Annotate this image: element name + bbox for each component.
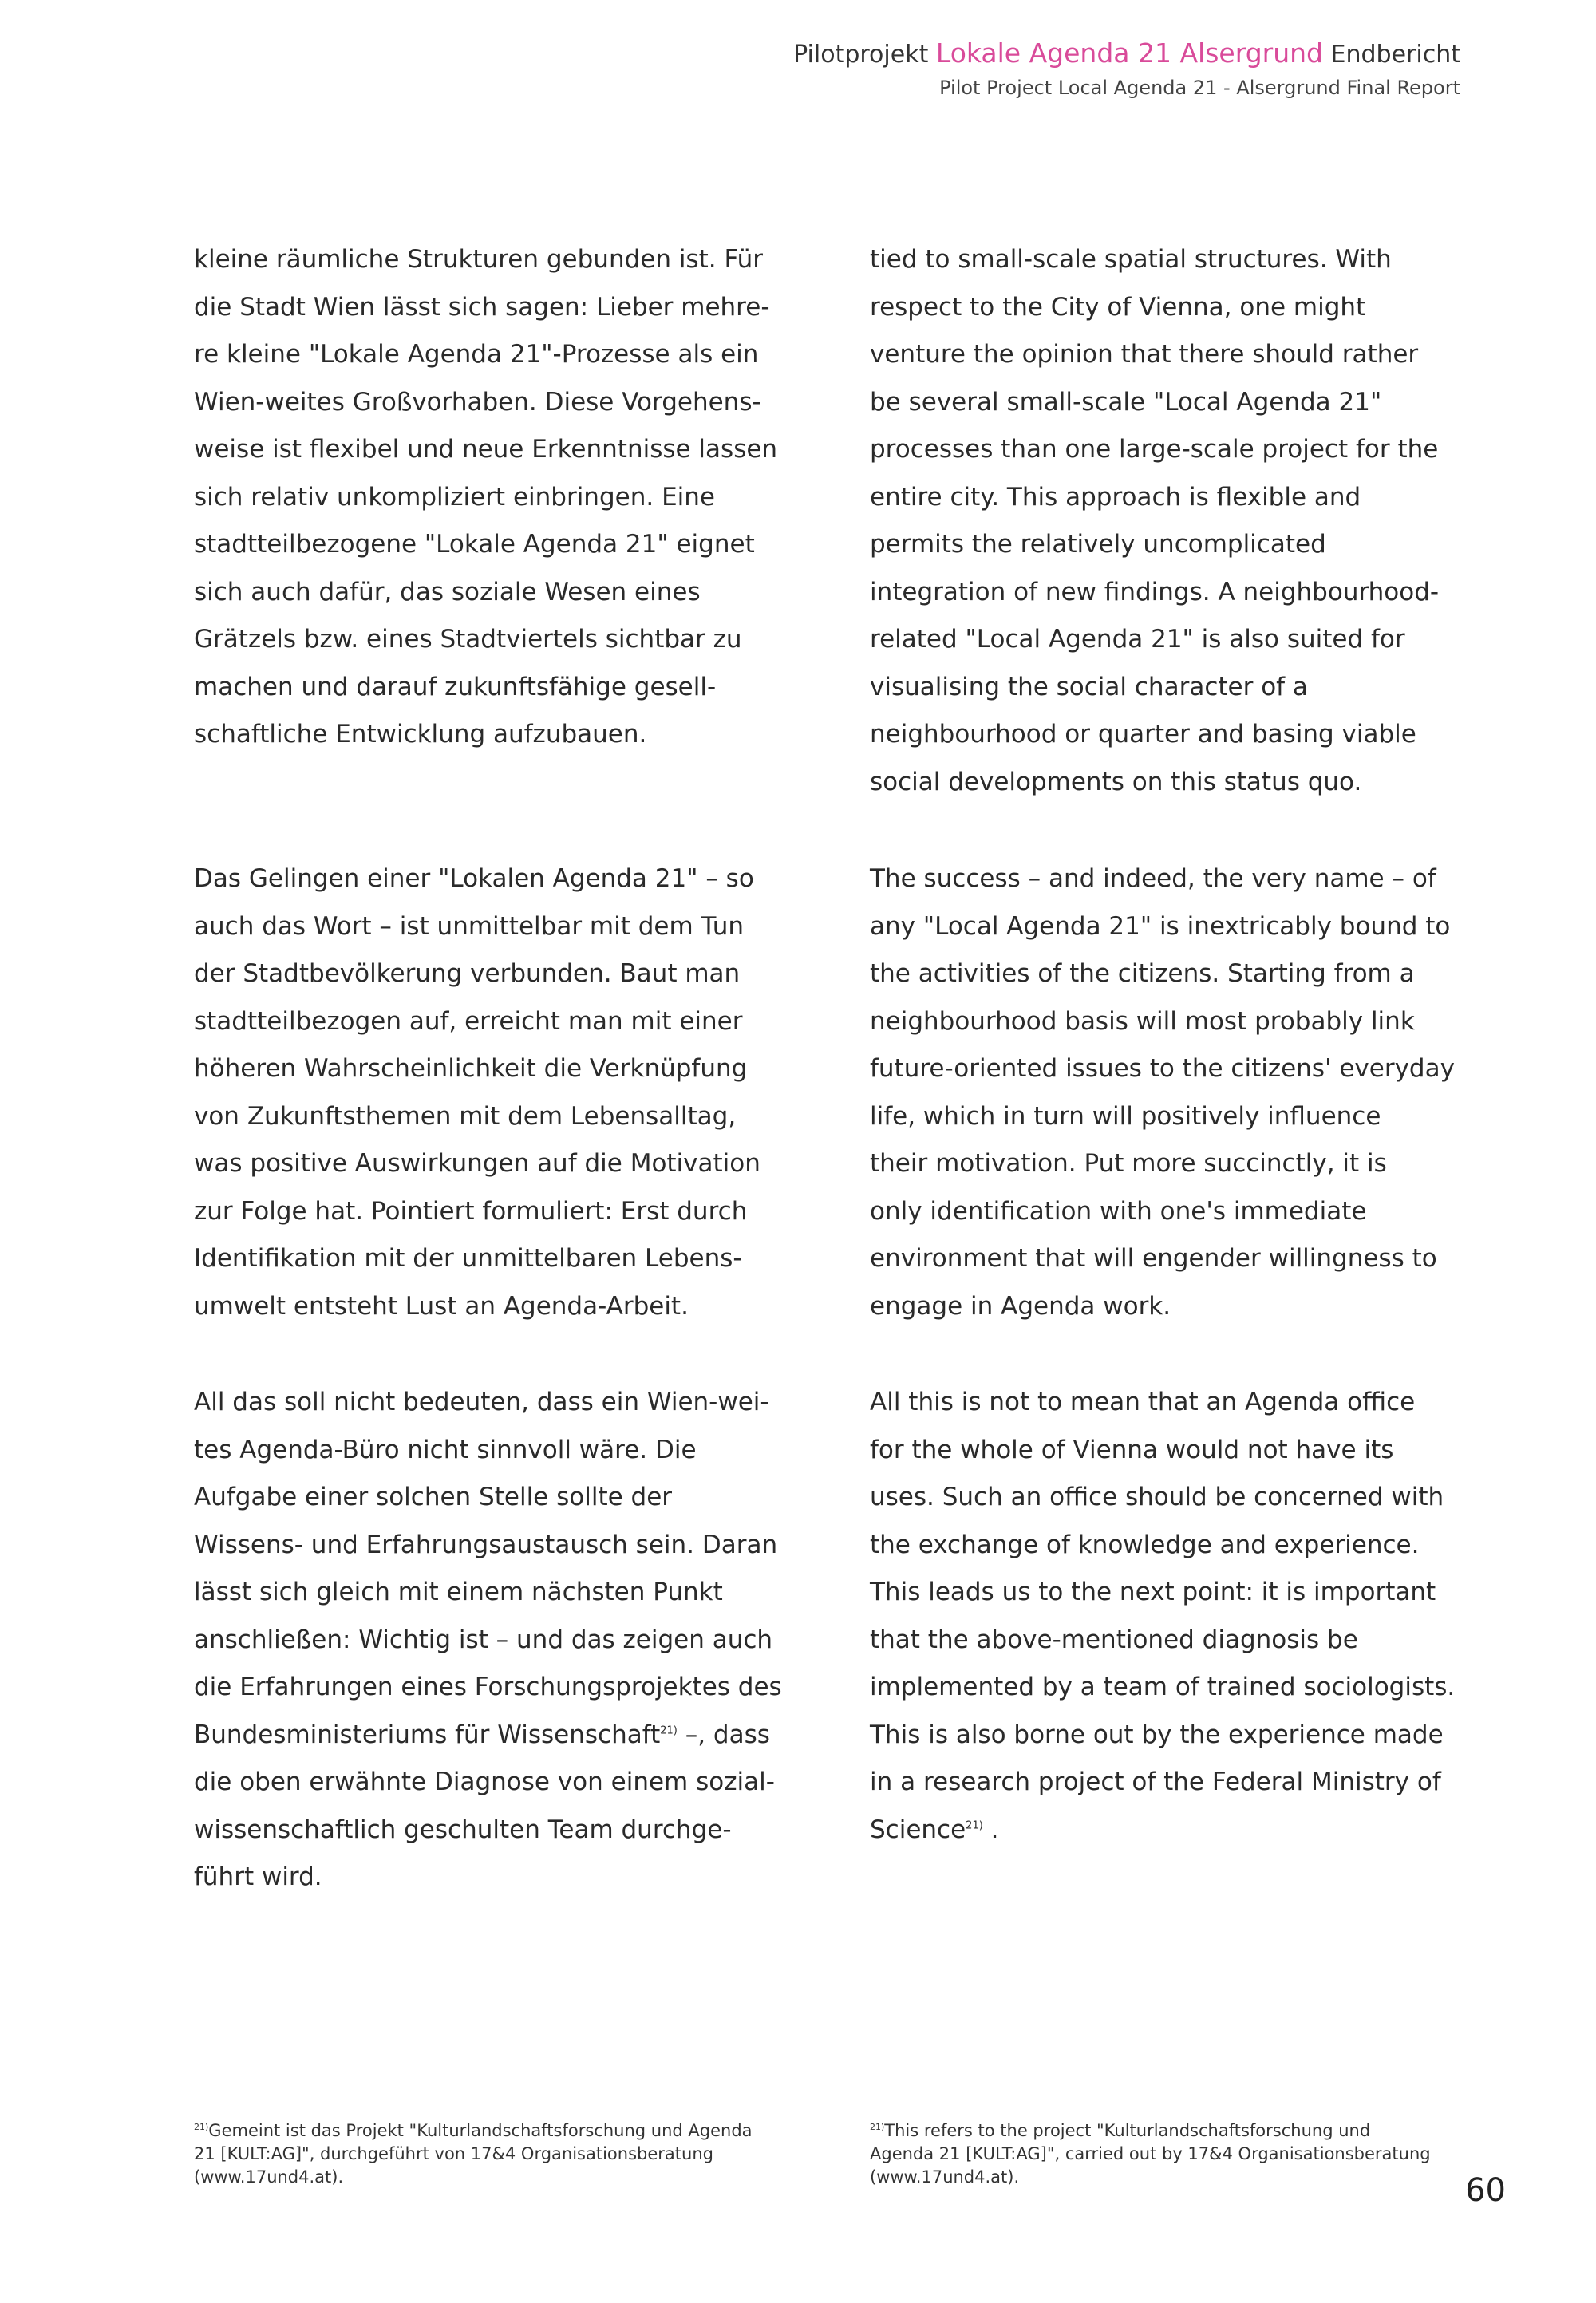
text-line: sich relativ unkompliziert einbringen. Eine	[194, 482, 715, 512]
text-line: All this is not to mean that an Agenda office	[870, 1388, 1416, 1416]
text-line: permits the relatively uncomplicated	[870, 530, 1326, 559]
german-paragraph-3	[194, 1379, 800, 1902]
text-line: venture the opinion that there should rather	[870, 340, 1419, 369]
text-line: tes Agenda-Büro nicht sinnvoll wäre. Die	[194, 1435, 697, 1464]
text-line: environment that will engender willingness to	[870, 1244, 1437, 1273]
german-paragraph-1	[194, 236, 800, 759]
running-header	[793, 35, 1460, 102]
text-line: integration of new findings. A neighbourhood-	[870, 577, 1440, 606]
text-line: kleine räumliche Strukturen gebunden ist. Für	[194, 245, 763, 274]
text-line: related "Local Agenda 21" is also suited for	[870, 625, 1405, 654]
text-line: in a research project of the Federal Ministry of	[870, 1768, 1441, 1796]
text-line: Das Gelingen einer "Lokalen Agenda 21" – so	[194, 864, 754, 893]
english-footnote	[870, 2119, 1476, 2189]
text-line: The success – and indeed, the very name – of	[870, 864, 1436, 893]
german-ref-line: Bundesministeriums für Wissenschaft$^{21)}$ –, dass	[194, 1720, 770, 1749]
text-line: the activities of the citizens. Starting from a	[870, 959, 1415, 988]
text-line: Gemeint ist das Projekt "Kulturlandschaftsforschung und Agenda	[208, 2121, 753, 2140]
text-line: wissenschaftlich geschulten Team durchge-	[194, 1815, 732, 1844]
text-line: Agenda 21 [KULT:AG]", carried out by 17&4 Organisationsberatung	[870, 2144, 1431, 2163]
text-line: schaftliche Entwicklung aufzubauen.	[194, 720, 647, 749]
text-line: die oben erwähnte Diagnose von einem sozial-	[194, 1768, 775, 1796]
text-line: Identifikation mit der unmittelbaren Lebens-	[194, 1244, 742, 1273]
text-line: engage in Agenda work.	[870, 1291, 1171, 1321]
english-paragraph-2	[870, 855, 1476, 1330]
text-line: future-oriented issues to the citizens' everyday	[870, 1054, 1455, 1083]
text-line: führt wird.	[194, 1863, 322, 1891]
text-line: (www.17und4.at).	[870, 2167, 1020, 2186]
german-paragraph-2	[194, 855, 800, 1330]
text-line: This refers to the project "Kulturlandschaftsforschung und	[884, 2121, 1371, 2140]
english-paragraph-3	[870, 1379, 1476, 1854]
text-line: stadtteilbezogene "Lokale Agenda 21" eignet	[194, 530, 755, 559]
text-line: machen und darauf zukunftsfähige gesell-	[194, 672, 717, 701]
page-number: 60	[1465, 2172, 1506, 2209]
text-line: visualising the social character of a	[870, 672, 1308, 701]
text-line: This leads us to the next point: it is important	[870, 1578, 1436, 1606]
text-line: sich auch dafür, das soziale Wesen eines	[194, 577, 701, 606]
text-line: auch das Wort – ist unmittelbar mit dem Tun	[194, 911, 745, 941]
text-line: höheren Wahrscheinlichkeit die Verknüpfung	[194, 1054, 748, 1083]
text-line: (www.17und4.at).	[194, 2167, 344, 2186]
text-line: 21 [KULT:AG]", durchgeführt von 17&4 Organisationsberatung	[194, 2144, 713, 2163]
text-line: zur Folge hat. Pointiert formuliert: Erst durch	[194, 1196, 748, 1226]
text-line: processes than one large-scale project for the	[870, 435, 1439, 464]
footnote-marker: 21)	[660, 1724, 678, 1737]
text-line: their motivation. Put more succinctly, it is	[870, 1149, 1387, 1178]
text-line: von Zukunftsthemen mit dem Lebensalltag,	[194, 1101, 737, 1131]
text-line: the exchange of knowledge and experience.	[870, 1530, 1420, 1559]
text-line: only identification with one's immediate	[870, 1196, 1367, 1226]
text-line: lässt sich gleich mit einem nächsten Punkt	[194, 1578, 723, 1606]
text-line: Aufgabe einer solchen Stelle sollte der	[194, 1483, 673, 1511]
footnote-marker: 21)	[194, 2122, 209, 2132]
text-line: re kleine "Lokale Agenda 21"-Prozesse als ein	[194, 340, 759, 369]
text-line: neighbourhood basis will most probably link	[870, 1006, 1415, 1036]
text-line: Wissens- und Erfahrungsaustausch sein. Daran	[194, 1530, 778, 1559]
text-line: entire city. This approach is flexible and	[870, 482, 1361, 512]
text-line: Wien-weites Großvorhaben. Diese Vorgehens-	[194, 387, 761, 417]
text-line: All das soll nicht bedeuten, dass ein Wien-wei-	[194, 1388, 769, 1416]
text-line: anschließen: Wichtig ist – und das zeigen auch	[194, 1625, 773, 1654]
text-line: respect to the City of Vienna, one might	[870, 292, 1366, 322]
header-title-line	[793, 35, 1460, 73]
text-line: that the above-mentioned diagnosis be	[870, 1625, 1358, 1654]
english-paragraph-1	[870, 236, 1476, 806]
text-line: umwelt entsteht Lust an Agenda-Arbeit.	[194, 1291, 689, 1321]
header-report-label: Endbericht	[1330, 41, 1460, 69]
text-line: stadtteilbezogen auf, erreicht man mit einer	[194, 1006, 743, 1036]
footnote-marker: 21)	[966, 1819, 983, 1832]
text-line: uses. Such an office should be concerned with	[870, 1483, 1444, 1511]
text-line: tied to small-scale spatial structures. With	[870, 245, 1392, 274]
german-footnote	[194, 2119, 800, 2189]
text-line: Grätzels bzw. eines Stadtviertels sichtbar zu	[194, 625, 742, 654]
text-line: for the whole of Vienna would not have its	[870, 1435, 1394, 1464]
header-project-label: Pilotprojekt	[793, 41, 929, 69]
text-line: neighbourhood or quarter and basing viable	[870, 720, 1416, 749]
text-line: This is also borne out by the experience made	[870, 1720, 1444, 1749]
text-line: die Erfahrungen eines Forschungsprojektes des	[194, 1673, 782, 1701]
text-line: implemented by a team of trained sociologists.	[870, 1673, 1456, 1701]
text-line: social developments on this status quo.	[870, 767, 1362, 796]
footnote-marker: 21)	[870, 2122, 885, 2132]
text-line: life, which in turn will positively influence	[870, 1101, 1381, 1131]
text-line: any "Local Agenda 21" is inextricably bound to	[870, 911, 1451, 941]
header-project-name: Lokale Agenda 21 Alsergrund	[935, 38, 1323, 69]
text-line: die Stadt Wien lässt sich sagen: Lieber mehre-	[194, 292, 770, 322]
text-line: der Stadtbevölkerung verbunden. Baut man	[194, 959, 741, 988]
text-line: weise ist flexibel und neue Erkenntnisse lassen	[194, 435, 778, 464]
text-line: was positive Auswirkungen auf die Motivation	[194, 1149, 760, 1178]
header-subtitle: Pilot Project Local Agenda 21 - Alsergrund Final Report	[939, 77, 1460, 99]
text-line: be several small-scale "Local Agenda 21"	[870, 387, 1382, 417]
english-ref-line: Science$^{21)}$ .	[870, 1815, 999, 1844]
